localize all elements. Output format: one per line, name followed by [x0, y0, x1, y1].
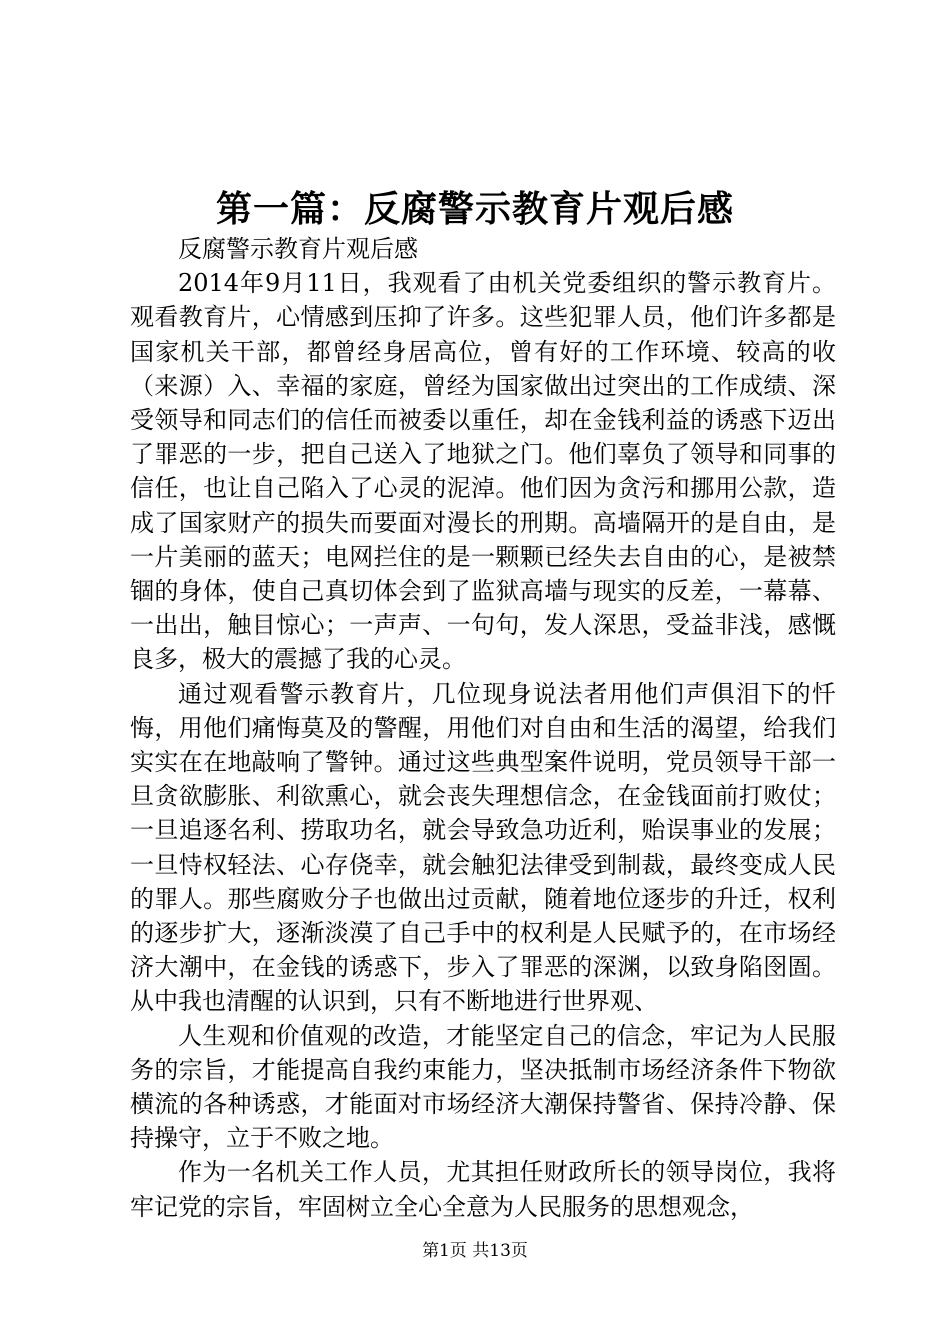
page-number-footer: 第1页 共13页 [422, 1241, 528, 1261]
paragraph: 通过观看警示教育片，几位现身说法者用他们声俱泪下的忏悔，用他们痛悔莫及的警醒，用他们对自由和生活的渴望，给我们实实在在地敲响了警钟。通过这些典型案件说明，党员领导干部一旦贪欲膨胀、利欲熏心，就会丧失理想信念，在金钱面前打败仗；一旦追逐名利、捞取功名，就会导致急功近利，贻误事业的发展；一旦恃权轻法、心存侥幸，就会触犯法律受到制裁，最终变成人民的罪人。那些腐败分子也做出过贡献，随着地位逐步的升迁，权利的逐步扩大，逐渐淡漠了自己手中的权利是人民赋予的，在市场经济大潮中，在金钱的诱惑下，步入了罪恶的深渊，以致身陷囹圄。从中我也清醒的认识到，只有不断地进行世界观、 [130, 679, 836, 1016]
paragraph-subtitle: 反腐警示教育片观后感 [178, 235, 418, 263]
paragraph: 2014年9月11日，我观看了由机关党委组织的警示教育片。观看教育片，心情感到压抑了许多。这些犯罪人员，他们许多都是国家机关干部，都曾经身居高位，曾有好的工作环境、较高的收（来源）入、幸福的家庭，曾经为国家做出过突出的工作成绩、深受领导和同志们的信任而被委以重任，却在金钱利益的诱惑下迈出了罪恶的一步，把自己送入了地狱之门。他们辜负了领导和同事的信任，也让自己陷入了心灵的泥淖。他们因为贪污和挪用公款，造成了国家财产的损失而要面对漫长的刑期。高墙隔开的是自由，是一片美丽的蓝天；电网拦住的是一颗颗已经失去自由的心，是被禁锢的身体，使自己真切体会到了监狱高墙与现实的反差，一幕幕、一出出，触目惊心；一声声、一句句，发人深思，受益非浅，感慨良多，极大的震撼了我的心灵。 [130, 269, 836, 674]
document-title: 第一篇：反腐警示教育片观后感 [215, 188, 734, 230]
document-body [130, 232, 836, 1224]
paragraph: 作为一名机关工作人员，尤其担任财政所长的领导岗位，我将牢记党的宗旨，牢固树立全心全意为人民服务的思想观念， [130, 1158, 836, 1221]
paragraph: 人生观和价值观的改造，才能坚定自己的信念，牢记为人民服务的宗旨，才能提高自我约束能力，坚决抵制市场经济条件下物欲横流的各种诱惑，才能面对市场经济大潮保持警省、保持冷静、保持操守，立于不败之地。 [130, 1021, 836, 1153]
